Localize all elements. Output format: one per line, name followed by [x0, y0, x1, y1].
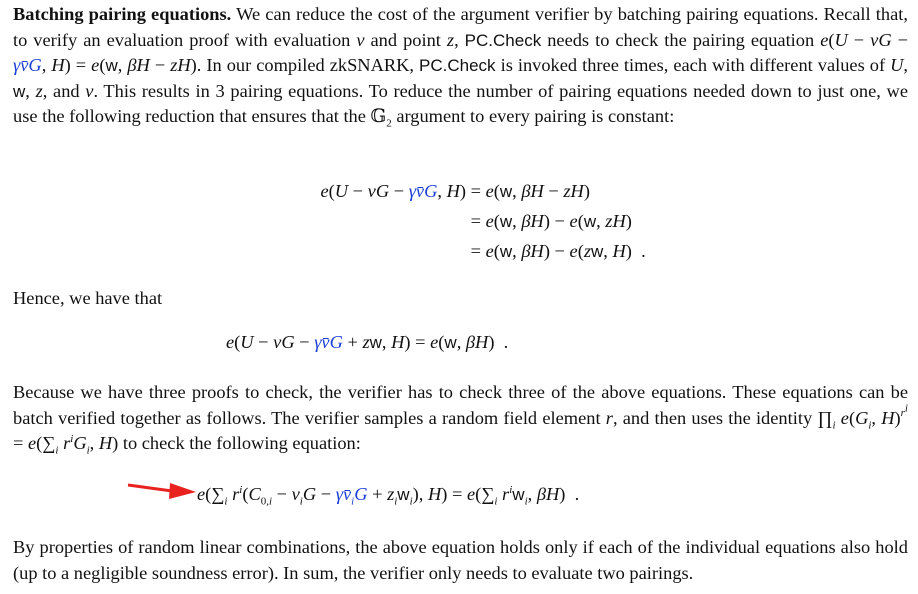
section-heading: Batching pairing equations. [13, 4, 232, 24]
paragraph-batch-verify: Because we have three proofs to check, the verifier has to check three of the above equations. These equations can be batch verified together as follows. The verifier samples a random field element r, and then uses the identity $\prod_i$ $e(G_i$, $H)^{r^i} = e(\sum_i$ $r^iG_i$, H) to check the following equation: [13, 382, 908, 457]
equation-combined: e(U − vG − γv̄G + zw, H) = e(w, βH) . [226, 332, 509, 352]
hence-line: Hence, we have that [13, 288, 163, 308]
paragraph-batching: Batching pairing equations. We can reduce the cost of the argument verifier by batching pairing equations. Recall that, to verify an evaluation proof with evaluation v and point z, PC.Check needs to check the pairing equation e(U − vG − γv̄G, H) = e(w, βH − zH). In our compiled zkSNARK, PC.Check is invoked three times, each with different values of U, w, z, and v. This results in 3 pairing equations. To reduce the number of pairing equations needed down to just one, we use the following reduction that ensures that the 𝔾$_2$ argument to every pairing is constant: [13, 4, 908, 131]
equation-batched: $e(\sum_i$ $r^i(C_{0,i} - v_iG$ − $\gamma v̄_iG + z_iw_i$), $H) = e(\sum_i$ $r^iw_i$, βH) . [197, 483, 580, 508]
paragraph-conclusion: By properties of random linear combinations, the above equation holds only if each of the individual equations also hold (up to a negligible soundness error). In sum, the verifier only needs to evaluate two pairings. [13, 537, 908, 583]
red-arrow-icon [126, 478, 198, 502]
equation-block-reduction: e(U − vG − γv̄G, H) = e(w, βH − zH) = e(w, βH) − e(w, zH) = e(w, βH) − e(zw, H) . [320, 181, 646, 261]
